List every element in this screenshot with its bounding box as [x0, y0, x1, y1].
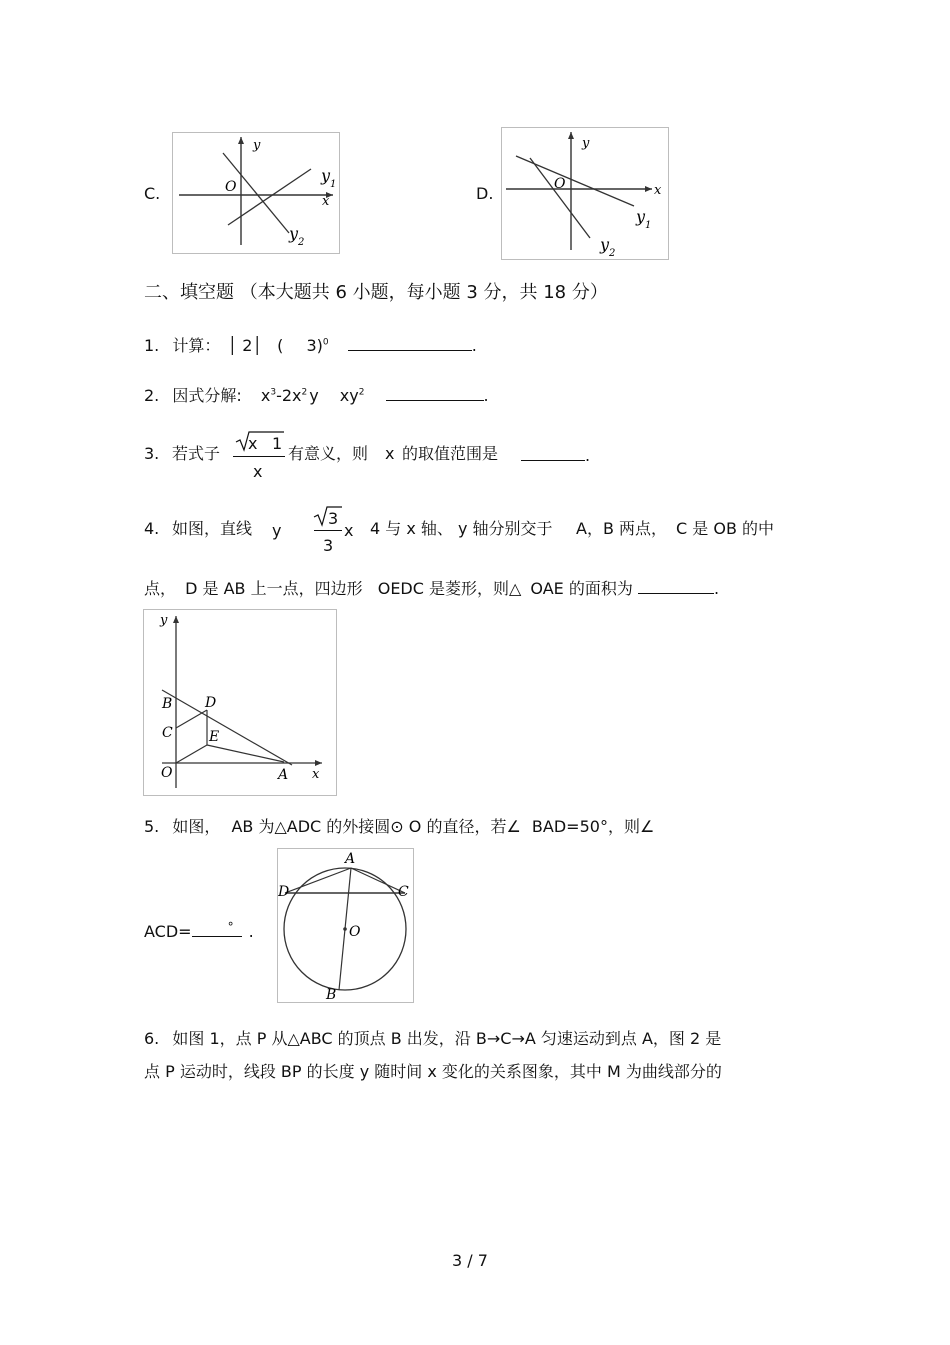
q3-text-a: 若式子	[172, 444, 221, 463]
y2-sub: 2	[609, 248, 616, 259]
point-d-label: D	[205, 695, 217, 711]
q4-line2-c: OEDC 是菱形，则△	[377, 579, 522, 598]
q3-period: .	[585, 446, 591, 465]
q5-figure	[277, 848, 414, 1003]
q1-period: .	[471, 336, 477, 355]
q4-period: .	[713, 579, 720, 598]
q4-x: x	[344, 521, 354, 540]
q5-text-d: °，则∠	[599, 817, 655, 836]
q1-number: 1.	[144, 336, 160, 355]
y1-sub: 1	[330, 179, 337, 190]
line-ab	[162, 690, 292, 765]
q4-line2	[144, 576, 719, 599]
q1-value: 3)	[306, 336, 323, 355]
q2-expr-a: x	[260, 386, 271, 405]
y-label: y	[582, 136, 590, 151]
q3-number: 3.	[144, 444, 160, 463]
option-d-svg	[502, 128, 668, 259]
q4-figure	[143, 609, 337, 796]
segment-cd	[176, 710, 207, 728]
option-c-svg	[173, 133, 339, 253]
x-label: x	[654, 183, 662, 198]
point-c-label: C	[398, 884, 409, 900]
origin-label: O	[554, 176, 566, 192]
y-arrow-icon	[238, 137, 244, 144]
q3-text-c: 的取值范围是	[402, 444, 499, 463]
segment-oe	[176, 745, 207, 763]
q6-line1: 如图 1，点 P 从△ABC 的顶点 B 出发，沿 B→C→A 匀速运动到点 A，图 2 是	[172, 1029, 722, 1048]
point-b-label: B	[326, 987, 337, 1002]
point-a-label: A	[345, 851, 356, 867]
q3-text-b: 有意义，则	[288, 444, 369, 463]
q3-var: x	[385, 444, 395, 463]
y1-label: y	[321, 166, 331, 185]
q5-text-c: BAD=50	[531, 817, 600, 836]
line-y2	[530, 158, 590, 238]
q1-paren: (	[277, 336, 284, 355]
y-label: y	[253, 138, 261, 153]
point-e-label: E	[209, 729, 220, 745]
question-5	[144, 814, 654, 837]
q2-sup-a: 3	[270, 387, 277, 398]
q4-line1-b: 4 与 x 轴、 y 轴分别交于	[370, 519, 553, 538]
q4-denominator: 3	[323, 536, 334, 555]
q4-number: 4.	[144, 519, 160, 538]
q3-answer-blank[interactable]	[521, 446, 585, 461]
y2-sub: 2	[298, 237, 305, 248]
q4-fraction-bar	[314, 530, 342, 531]
fig-y-label: y	[160, 613, 168, 628]
q2-expr-d: xy	[339, 386, 359, 405]
page-number: 3 / 7	[452, 1251, 488, 1270]
q3-denominator: x	[253, 462, 263, 481]
chord-da	[285, 868, 351, 893]
y-arrow-icon	[568, 132, 574, 139]
q2-sup-d: 2	[358, 387, 365, 398]
chord-ac	[351, 868, 405, 893]
q5-text-a: 如图，	[172, 817, 221, 836]
q1-answer-blank[interactable]	[348, 336, 472, 351]
question-6-line1	[144, 1026, 721, 1049]
question-2	[144, 383, 489, 406]
point-c-label: C	[162, 725, 173, 741]
q3-numerator-b: 1	[272, 434, 283, 453]
q5-degree: °	[227, 920, 234, 934]
q1-exponent: 0	[322, 337, 329, 348]
x-label: x	[322, 194, 330, 209]
q2-expr-b: -2x	[276, 386, 302, 405]
q1-abs: │ 2│	[227, 336, 262, 355]
q4-line2-d: OAE 的面积为	[530, 579, 633, 598]
x-arrow-icon	[645, 186, 652, 192]
q6-line2: 点 P 运动时，线段 BP 的长度 y 随时间 x 变化的关系图象，其中 M 为曲线部分的	[144, 1062, 722, 1081]
q4-answer-blank[interactable]	[638, 579, 714, 594]
q5-period: .	[248, 922, 254, 941]
option-d-label: D.	[476, 184, 494, 203]
q3-blank-wrap	[521, 446, 590, 465]
question-1	[144, 333, 477, 356]
q4-line1-d: C 是 OB 的中	[676, 519, 775, 538]
y1-sub: 1	[645, 220, 652, 231]
x-arrow-icon	[315, 760, 322, 766]
y-arrow-icon	[173, 616, 179, 623]
q5-answer-blank[interactable]	[192, 922, 242, 937]
q3-numerator: x	[248, 434, 258, 453]
q2-sup-b: 2	[301, 387, 308, 398]
point-d-label: D	[278, 884, 290, 900]
q2-answer-blank[interactable]	[386, 386, 484, 401]
point-o-label: O	[161, 765, 173, 781]
section-title: 二、填空题 （本大题共 6 小题，每小题 3 分，共 18 分）	[144, 282, 608, 303]
q2-expr-c: y	[309, 386, 319, 405]
y1-label: y	[636, 207, 646, 226]
q5-line2	[144, 920, 254, 941]
q2-number: 2.	[144, 386, 160, 405]
point-o-label: O	[349, 924, 361, 940]
q4-line1-a: 如图，直线	[172, 519, 253, 538]
q2-period: .	[483, 386, 489, 405]
center-point	[343, 927, 347, 931]
q6-number: 6.	[144, 1029, 160, 1048]
q4-line2-b: D 是 AB 上一点，四边形	[185, 579, 363, 598]
q5-line2-text: ACD=	[144, 922, 192, 941]
y2-label: y	[289, 224, 299, 243]
q1-text: 计算：	[172, 336, 221, 355]
q4-figure-svg	[144, 610, 336, 795]
point-a-label: A	[278, 767, 289, 783]
q5-number: 5.	[144, 817, 160, 836]
q4-numerator: 3	[328, 509, 339, 528]
q4-y: y	[272, 521, 282, 540]
option-c-graph	[172, 132, 340, 254]
q4-line2-a: 点，	[144, 579, 177, 598]
q4-line1-c: A，B 两点，	[576, 519, 668, 538]
option-d-graph	[501, 127, 669, 260]
q5-figure-svg	[278, 849, 413, 1002]
q5-text-b: AB 为△ADC 的外接圆⊙ O 的直径，若∠	[231, 817, 521, 836]
fig-x-label: x	[312, 767, 320, 782]
point-b-label: B	[162, 696, 173, 712]
origin-label: O	[225, 179, 237, 195]
q3-fraction-bar	[233, 456, 285, 457]
y2-label: y	[600, 235, 610, 254]
option-c-label: C.	[144, 184, 161, 203]
q2-text: 因式分解:	[172, 386, 242, 405]
